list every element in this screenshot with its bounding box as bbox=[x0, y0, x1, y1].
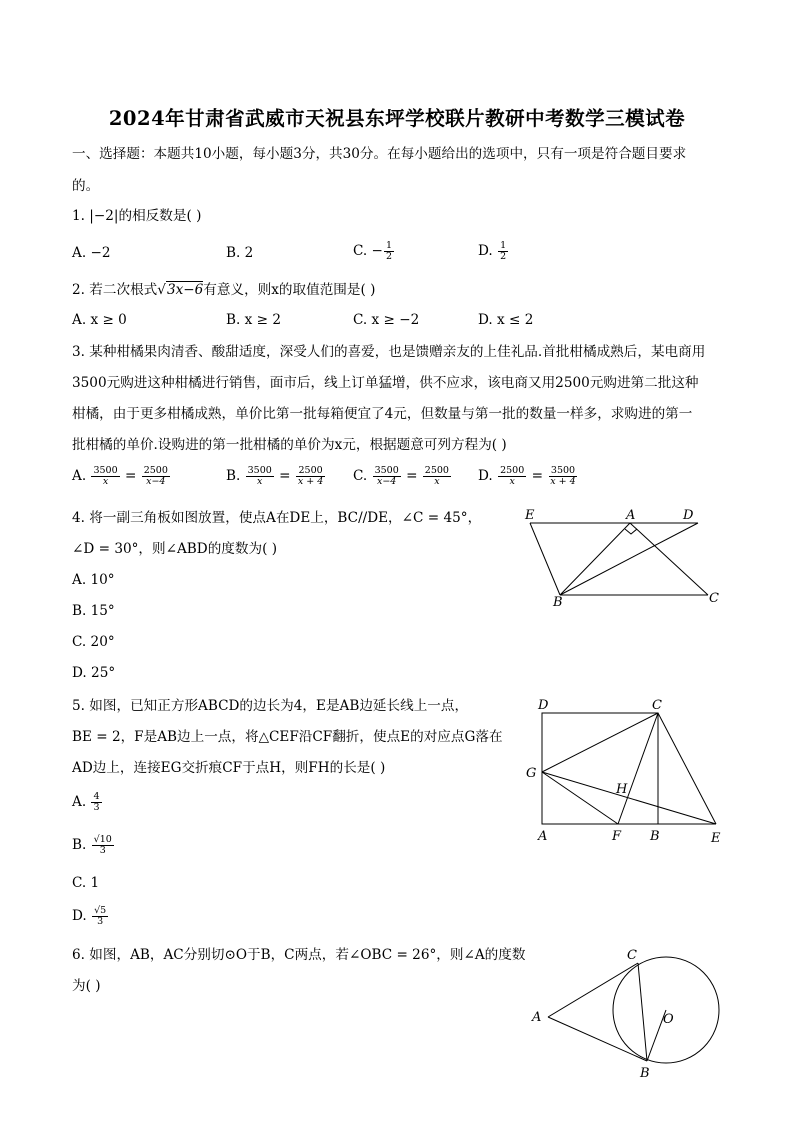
q1-option-c[interactable] bbox=[353, 241, 395, 262]
q5-square-abcd bbox=[542, 713, 658, 824]
q6-tangent-ab bbox=[548, 1017, 647, 1061]
q3-c-label: C. bbox=[353, 468, 372, 484]
q5-a-frac bbox=[91, 792, 101, 813]
q5-line-gf bbox=[542, 772, 618, 824]
q5-line-1: 5. 如图，已知正方形ABCD的边长为4，E是AB边延长线上一点， bbox=[72, 698, 469, 714]
section-heading: 一、选择题：本题共10小题，每小题3分，共30分。在每小题给出的选项中，只有一项是符合题目要求 bbox=[72, 146, 687, 162]
section-heading-cont: 的。 bbox=[72, 178, 100, 194]
q5-label-e: E bbox=[711, 831, 721, 846]
q5-line-cg bbox=[542, 713, 658, 772]
q5-b-label: B. bbox=[72, 837, 91, 853]
q2-stem: 2. 若二次根式√3x−6有意义，则x的取值范围是( ) bbox=[72, 282, 376, 298]
q1-option-d[interactable] bbox=[478, 241, 509, 262]
q4-line-ba bbox=[560, 523, 630, 595]
q3-option-d[interactable] bbox=[478, 466, 579, 487]
q6-label-a: A bbox=[532, 1010, 542, 1025]
q3-d-eq: = bbox=[531, 468, 543, 484]
q5-d-frac bbox=[92, 906, 108, 927]
q6-label-b: B bbox=[640, 1066, 650, 1081]
q3-b-n1: 3500 bbox=[247, 465, 272, 476]
q3-c-d2: x bbox=[434, 476, 440, 487]
q4-line-1: 4. 将一副三角板如图放置，使点A在DE上，BC//DE，∠C = 45°， bbox=[72, 510, 482, 526]
q4-line-ac bbox=[630, 523, 708, 595]
q4-label-d: D bbox=[683, 508, 694, 523]
q1-option-c-prefix: C. − bbox=[353, 243, 383, 259]
q2-option-c[interactable]: C. x ≥ −2 bbox=[353, 312, 420, 328]
page-title: 2024年甘肃省武威市天祝县东坪学校联片教研中考数学三模试卷 bbox=[108, 107, 686, 130]
q2-radicand: 3x−6 bbox=[166, 282, 204, 298]
q3-c-d1: x−4 bbox=[376, 476, 397, 487]
q3-a-d1: x bbox=[102, 476, 109, 487]
q3-d-frac1 bbox=[498, 466, 526, 487]
q5-label-f: F bbox=[612, 829, 622, 844]
q1-option-a[interactable]: A. −2 bbox=[72, 245, 111, 261]
q3-b-frac1 bbox=[246, 466, 274, 487]
q3-line-3: 柑橘，由于更多柑橘成熟，单价比第一批每箱便宜了4元，但数量与第一批的数量一样多，求购进的第一 bbox=[72, 406, 693, 422]
q1-stem: 1. |−2|的相反数是( ) bbox=[72, 208, 202, 224]
q1-option-d-fraction bbox=[498, 241, 508, 262]
q3-b-d1: x bbox=[257, 476, 263, 487]
q3-option-a[interactable] bbox=[72, 466, 171, 487]
q3-a-eq: = bbox=[124, 468, 137, 484]
q1-option-c-fraction bbox=[384, 241, 394, 262]
q3-d-n2: 3500 bbox=[550, 465, 576, 476]
q5-line-ce bbox=[658, 713, 716, 824]
q4-label-c: C bbox=[709, 591, 719, 606]
q3-line-2: 3500元购进这种柑橘进行销售，面市后，线上订单猛增，供不应求，该电商又用2500元购进第二批这种 bbox=[72, 375, 699, 391]
q5-line-cf bbox=[618, 713, 658, 824]
q5-d-label: D. bbox=[72, 908, 92, 924]
q3-option-c[interactable] bbox=[353, 466, 452, 487]
q4-label-e: E bbox=[525, 508, 535, 523]
q4-option-b[interactable]: B. 15° bbox=[72, 603, 115, 619]
q3-a-n2: 2500 bbox=[143, 465, 168, 476]
q2-stem-pre: 2. 若二次根式 bbox=[72, 282, 158, 298]
q5-label-d: D bbox=[538, 698, 549, 713]
q1-c-num: 1 bbox=[385, 240, 392, 251]
q5-a-den: 3 bbox=[93, 802, 100, 813]
q3-d-frac2 bbox=[548, 466, 577, 487]
q3-c-frac1 bbox=[373, 466, 401, 487]
q6-line-1: 6. 如图，AB，AC分别切⊙O于B，C两点，若∠OBC = 26°，则∠A的度数 bbox=[72, 947, 526, 963]
q5-line-3: AD边上，连接EG交折痕CF于点H，则FH的长是( ) bbox=[72, 760, 386, 776]
q4-option-c[interactable]: C. 20° bbox=[72, 634, 115, 650]
q4-option-d[interactable]: D. 25° bbox=[72, 665, 116, 681]
q6-label-o: O bbox=[663, 1012, 674, 1027]
q6-label-c: C bbox=[627, 948, 637, 963]
q5-b-num: √10 bbox=[93, 834, 112, 845]
q5-figure bbox=[520, 695, 730, 850]
q4-line-bd bbox=[560, 523, 698, 595]
q5-label-b: B bbox=[650, 829, 660, 844]
q3-a-label: A. bbox=[72, 468, 91, 484]
q5-d-num: √5 bbox=[94, 905, 107, 916]
q5-label-a: A bbox=[538, 829, 548, 844]
q3-a-n1: 3500 bbox=[93, 465, 118, 476]
q6-chord-bc bbox=[638, 963, 647, 1061]
q5-d-den: 3 bbox=[97, 916, 104, 927]
q3-b-d2: x + 4 bbox=[297, 476, 324, 487]
q3-b-label: B. bbox=[226, 468, 245, 484]
q5-option-a[interactable] bbox=[72, 792, 103, 813]
q4-label-a: A bbox=[626, 508, 636, 523]
q3-b-frac2 bbox=[296, 466, 325, 487]
q5-label-g: G bbox=[526, 766, 537, 781]
q1-option-d-prefix: D. bbox=[478, 243, 498, 259]
q5-option-b[interactable] bbox=[72, 835, 115, 856]
q6-line-2: 为( ) bbox=[72, 978, 101, 994]
q5-line-ge bbox=[542, 772, 716, 824]
q3-line-4: 批柑橘的单价.设购进的第一批柑橘的单价为x元，根据题意可列方程为( ) bbox=[72, 437, 507, 453]
q3-b-n2: 2500 bbox=[298, 465, 323, 476]
q3-a-frac2 bbox=[142, 466, 170, 487]
q5-line-2: BE = 2，F是AB边上一点，将△CEF沿CF翻折，使点E的对应点G落在 bbox=[72, 729, 503, 745]
q2-stem-post: 有意义，则x的取值范围是( ) bbox=[203, 282, 376, 298]
q5-b-den: 3 bbox=[99, 845, 106, 856]
q5-a-num: 4 bbox=[93, 791, 100, 802]
q5-a-label: A. bbox=[72, 794, 91, 810]
q1-c-den: 2 bbox=[385, 251, 392, 262]
q3-c-eq: = bbox=[406, 468, 418, 484]
q3-a-frac1 bbox=[91, 466, 119, 487]
q4-line-eb bbox=[530, 523, 560, 595]
q2-option-b[interactable]: B. x ≥ 2 bbox=[226, 312, 281, 328]
q4-figure bbox=[520, 505, 730, 610]
q2-option-a[interactable]: A. x ≥ 0 bbox=[72, 312, 127, 328]
q3-option-b[interactable] bbox=[226, 466, 326, 487]
q5-b-frac bbox=[92, 835, 114, 856]
q1-option-b[interactable]: B. 2 bbox=[226, 245, 254, 261]
q6-figure bbox=[520, 940, 730, 1085]
q4-option-a[interactable]: A. 10° bbox=[72, 572, 115, 588]
q3-c-n2: 2500 bbox=[424, 465, 449, 476]
q3-a-d2: x−4 bbox=[146, 476, 166, 487]
q3-d-d1: x bbox=[509, 476, 515, 487]
q4-right-angle-mark bbox=[625, 529, 637, 534]
q3-b-eq: = bbox=[279, 468, 291, 484]
q6-tangent-ac bbox=[548, 963, 638, 1017]
q5-option-d[interactable] bbox=[72, 906, 109, 927]
q5-label-h: H bbox=[616, 782, 628, 797]
q3-d-label: D. bbox=[478, 468, 498, 484]
q4-label-b: B bbox=[553, 595, 563, 610]
q5-option-c[interactable]: C. 1 bbox=[72, 875, 100, 891]
q5-label-c: C bbox=[652, 698, 662, 713]
q3-d-d2: x + 4 bbox=[550, 476, 576, 487]
q1-d-den: 2 bbox=[500, 251, 507, 262]
q3-d-n1: 2500 bbox=[500, 465, 525, 476]
q4-line-2: ∠D = 30°，则∠ABD的度数为( ) bbox=[72, 541, 278, 557]
q1-d-num: 1 bbox=[500, 240, 507, 251]
q3-line-1: 3. 某种柑橘果肉清香、酸甜适度，深受人们的喜爱，也是馈赠亲友的上佳礼品.首批柑橘成熟后，某电商用 bbox=[72, 344, 706, 360]
q2-option-d[interactable]: D. x ≤ 2 bbox=[478, 312, 534, 328]
q3-c-frac2 bbox=[423, 466, 451, 487]
q3-c-n1: 3500 bbox=[374, 465, 399, 476]
